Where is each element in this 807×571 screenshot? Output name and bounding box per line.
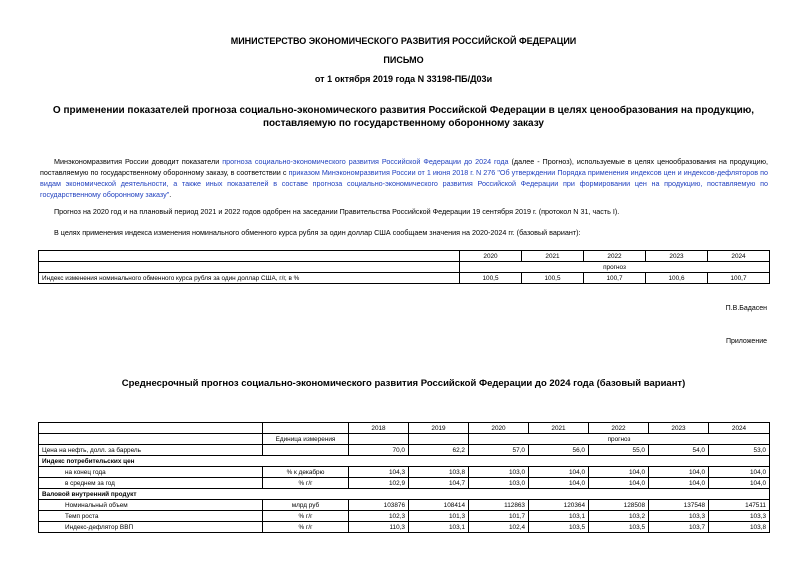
value-cell: 103,8: [709, 522, 770, 533]
value-cell: 108414: [409, 500, 469, 511]
year-header: 2024: [709, 423, 770, 434]
section-row: [39, 489, 770, 500]
unit-cell: % г/г: [263, 522, 349, 533]
unit-cell: % г/г: [263, 478, 349, 489]
table-empty-cell: [409, 434, 469, 445]
value-cell: 104,0: [529, 478, 589, 489]
value-cell: 103,1: [529, 511, 589, 522]
paragraph-intro-text-a: Минэкономразвития России доводит показатели: [54, 157, 223, 166]
value-cell: 104,0: [709, 467, 770, 478]
value-cell: 120364: [529, 500, 589, 511]
order-link[interactable]: приказом Минэкономразвития России от 1 июня 2018 г. N 276 "Об утверждении Порядка применения индексов цен и индексов-дефляторов по видам экономической деятельности, а также иных показателей в составе прогноза социально-экономического развития Российской Федерации при формировании цен на продукцию, поставляемую по государственному оборонному заказу": [40, 168, 768, 199]
value-cell: 54,0: [649, 445, 709, 456]
table-subheader-row: [39, 262, 770, 273]
table-row: [39, 500, 770, 511]
year-header: 2020: [469, 423, 529, 434]
value-cell: 103,7: [649, 522, 709, 533]
value-cell: 103876: [349, 500, 409, 511]
year-header: 2023: [649, 423, 709, 434]
value-cell: 103,8: [409, 467, 469, 478]
table-header-row: [39, 251, 770, 262]
forecast-subheader-row: [39, 434, 770, 445]
row-label: Номинальный объем: [39, 500, 263, 511]
paragraph-exchange-rate: В целях применения индекса изменения номинального обменного курса рубля за один доллар США сообщаем значения на 2020-2024 гг. (базовый вариант):: [54, 228, 581, 237]
table-empty-cell: [39, 262, 460, 273]
value-cell: 104,0: [649, 467, 709, 478]
forecast-link[interactable]: прогноза социально-экономического развития Российской Федерации до 2024 года: [222, 157, 509, 166]
year-header: 2022: [589, 423, 649, 434]
value-cell: 101,3: [409, 511, 469, 522]
paragraph-approval: Прогноз на 2020 год и на плановый период 2021 и 2022 годов одобрен на заседании Правительства Российской Федерации 19 сентября 2019 г. (протокол N 31, часть I).: [54, 207, 620, 216]
value-cell: 103,3: [709, 511, 770, 522]
value-cell: 102,3: [349, 511, 409, 522]
value-cell: 104,0: [529, 467, 589, 478]
forecast-label: прогноз: [469, 434, 770, 445]
forecast-label: прогноз: [460, 262, 770, 273]
ministry-heading: МИНИСТЕРСТВО ЭКОНОМИЧЕСКОГО РАЗВИТИЯ РОССИЙСКОЙ ФЕДЕРАЦИИ: [230, 36, 577, 46]
value-cell: 100,7: [584, 273, 646, 284]
value-cell: 102,4: [469, 522, 529, 533]
value-cell: 147511: [709, 500, 770, 511]
exchange-rate-table: [38, 250, 770, 284]
value-cell: 104,0: [589, 467, 649, 478]
table-row: [39, 467, 770, 478]
year-header: 2021: [529, 423, 589, 434]
document-date-number: от 1 октября 2019 года N 33198-ПБ/Д03и: [314, 74, 493, 84]
forecast-table: [38, 422, 770, 533]
row-label: Индекс-дефлятор ВВП: [39, 522, 263, 533]
table-row: [39, 511, 770, 522]
table-row: [39, 478, 770, 489]
year-header: 2022: [584, 251, 646, 262]
row-label: Цена на нефть, долл. за баррель: [39, 445, 263, 456]
forecast-year-row: [39, 423, 770, 434]
paragraph-intro: [40, 156, 768, 200]
section-label: Индекс потребительских цен: [39, 456, 770, 467]
value-cell: 100,6: [646, 273, 708, 284]
unit-cell: % к декабрю: [263, 467, 349, 478]
table-row: [39, 522, 770, 533]
value-cell: 103,1: [409, 522, 469, 533]
paragraph-intro-text-b: (далее - Прогноз), используемые в целях ценообразования на продукцию, поставляемую по государственному оборонному заказу, в соответствии с: [40, 157, 768, 177]
value-cell: 112863: [469, 500, 529, 511]
unit-cell: % г/г: [263, 511, 349, 522]
appendix-label: Приложение: [725, 338, 767, 345]
value-cell: 57,0: [469, 445, 529, 456]
value-cell: 103,0: [469, 467, 529, 478]
value-cell: 53,0: [709, 445, 770, 456]
year-header: 2020: [460, 251, 522, 262]
table-row: [39, 273, 770, 284]
value-cell: 103,3: [649, 511, 709, 522]
document-title: О применении показателей прогноза социально-экономического развития Российской Федерации в целях ценообразования на продукцию, поставляемую по государственному оборонному заказу: [52, 105, 755, 129]
table-corner-cell: [39, 251, 460, 262]
table-empty-cell: [263, 423, 349, 434]
value-cell: 56,0: [529, 445, 589, 456]
paragraph-intro-text-c: .: [169, 190, 172, 199]
value-cell: 100,7: [708, 273, 770, 284]
value-cell: 104,0: [709, 478, 770, 489]
row-label: Индекс изменения номинального обменного курса рубля за один доллар США, г/г, в %: [39, 273, 460, 284]
value-cell: 100,5: [522, 273, 584, 284]
year-header: 2019: [409, 423, 469, 434]
value-cell: 104,7: [409, 478, 469, 489]
unit-cell: [263, 445, 349, 456]
value-cell: 101,7: [469, 511, 529, 522]
value-cell: 128508: [589, 500, 649, 511]
year-header: 2018: [349, 423, 409, 434]
unit-cell: млрд руб: [263, 500, 349, 511]
document-type: ПИСЬМО: [383, 55, 424, 65]
value-cell: 62,2: [409, 445, 469, 456]
value-cell: 70,0: [349, 445, 409, 456]
forecast-title: Среднесрочный прогноз социально-экономического развития Российской Федерации до 2024 года (базовый вариант): [121, 378, 686, 389]
section-row: [39, 456, 770, 467]
table-corner-cell: [39, 423, 263, 434]
table-empty-cell: [349, 434, 409, 445]
value-cell: 104,0: [589, 478, 649, 489]
table-row: [39, 445, 770, 456]
row-label: на конец года: [39, 467, 263, 478]
value-cell: 103,2: [589, 511, 649, 522]
signature: П.В.Бадасен: [725, 305, 767, 312]
value-cell: 104,0: [649, 478, 709, 489]
value-cell: 103,0: [469, 478, 529, 489]
row-label: Темп роста: [39, 511, 263, 522]
value-cell: 103,5: [589, 522, 649, 533]
row-label: в среднем за год: [39, 478, 263, 489]
value-cell: 104,3: [349, 467, 409, 478]
year-header: 2024: [708, 251, 770, 262]
value-cell: 103,5: [529, 522, 589, 533]
unit-header: Единица измерения: [263, 434, 349, 445]
value-cell: 110,3: [349, 522, 409, 533]
year-header: 2021: [522, 251, 584, 262]
value-cell: 137548: [649, 500, 709, 511]
section-label: Валовой внутренний продукт: [39, 489, 770, 500]
table-empty-cell: [39, 434, 263, 445]
year-header: 2023: [646, 251, 708, 262]
value-cell: 55,0: [589, 445, 649, 456]
value-cell: 102,9: [349, 478, 409, 489]
value-cell: 100,5: [460, 273, 522, 284]
